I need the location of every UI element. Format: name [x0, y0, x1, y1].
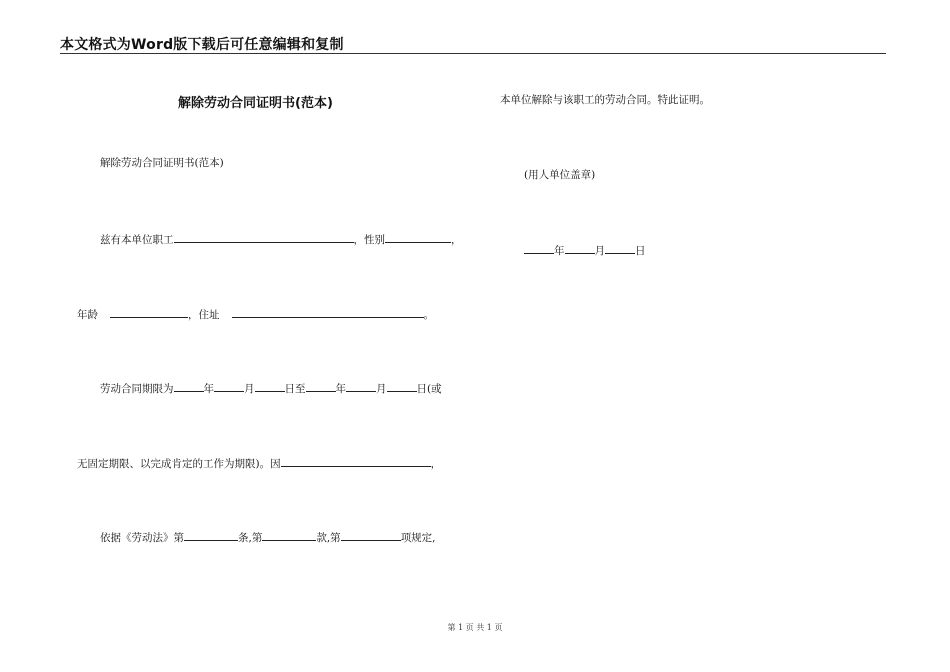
clause-blank[interactable] — [262, 529, 316, 541]
gender-blank[interactable] — [385, 231, 451, 243]
document-title: 解除劳动合同证明书(范本) — [178, 96, 333, 111]
age-label: 年龄 — [77, 309, 98, 321]
gender-label: ，性别 — [353, 234, 385, 246]
sign-day-blank[interactable] — [605, 242, 635, 254]
start-year-label: 年 — [203, 383, 214, 395]
contract-term-line — [100, 380, 442, 396]
start-month-label: 月 — [244, 383, 255, 395]
heading-line-text: 解除劳动合同证明书(范本) — [100, 157, 224, 169]
contract-term-line-2 — [77, 455, 441, 471]
end-month-blank[interactable] — [346, 380, 376, 392]
header-banner: 本文格式为Word版下载后可任意编辑和复制 — [60, 37, 344, 53]
age-line-end: 。 — [423, 309, 434, 321]
age-address-line — [77, 306, 434, 322]
sign-year-label: 年 — [554, 245, 565, 257]
employee-line — [100, 231, 462, 247]
end-month-label: 月 — [376, 383, 387, 395]
day-to-label: 日至 — [284, 383, 306, 395]
labor-law-line — [100, 529, 436, 545]
end-day-blank[interactable] — [387, 380, 417, 392]
address-blank[interactable] — [232, 306, 424, 318]
address-label: ，住址 — [188, 309, 220, 321]
end-year-blank[interactable] — [306, 380, 336, 392]
item-label: 项规定, — [400, 532, 436, 544]
sign-day-label: 日 — [635, 245, 646, 257]
term-label: 劳动合同期限为 — [100, 383, 174, 395]
start-year-blank[interactable] — [174, 380, 204, 392]
article-label: 条,第 — [238, 532, 263, 544]
sign-year-blank[interactable] — [524, 242, 554, 254]
seal-line — [524, 168, 595, 182]
employee-line-end: ， — [451, 234, 462, 246]
sign-month-blank[interactable] — [565, 242, 595, 254]
day-or-label: 日(或 — [416, 383, 442, 395]
signature-date-line — [524, 242, 646, 258]
statement-line — [500, 93, 710, 107]
header-divider — [60, 53, 886, 54]
term-line2-text: 无固定期限、以完成肯定的工作为期限)。因 — [77, 458, 281, 470]
employee-name-blank[interactable] — [174, 231, 354, 243]
reason-blank[interactable] — [281, 455, 431, 467]
seal-text: (用人单位盖章) — [524, 169, 596, 181]
item-blank[interactable] — [341, 529, 401, 541]
age-blank[interactable] — [110, 306, 188, 318]
article-blank[interactable] — [184, 529, 238, 541]
clause-label: 款,第 — [316, 532, 341, 544]
heading-line — [100, 156, 224, 170]
sign-month-label: 月 — [594, 245, 605, 257]
page-footer: 第 1 页 共 1 页 — [447, 623, 503, 632]
employee-label: 兹有本单位职工 — [100, 234, 174, 246]
law-label: 依据《劳动法》第 — [100, 532, 184, 544]
start-day-blank[interactable] — [255, 380, 285, 392]
end-year-label: 年 — [335, 383, 346, 395]
statement-text: 本单位解除与该职工的劳动合同。特此证明。 — [500, 94, 710, 106]
start-month-blank[interactable] — [214, 380, 244, 392]
term-line2-end: ， — [430, 458, 442, 470]
